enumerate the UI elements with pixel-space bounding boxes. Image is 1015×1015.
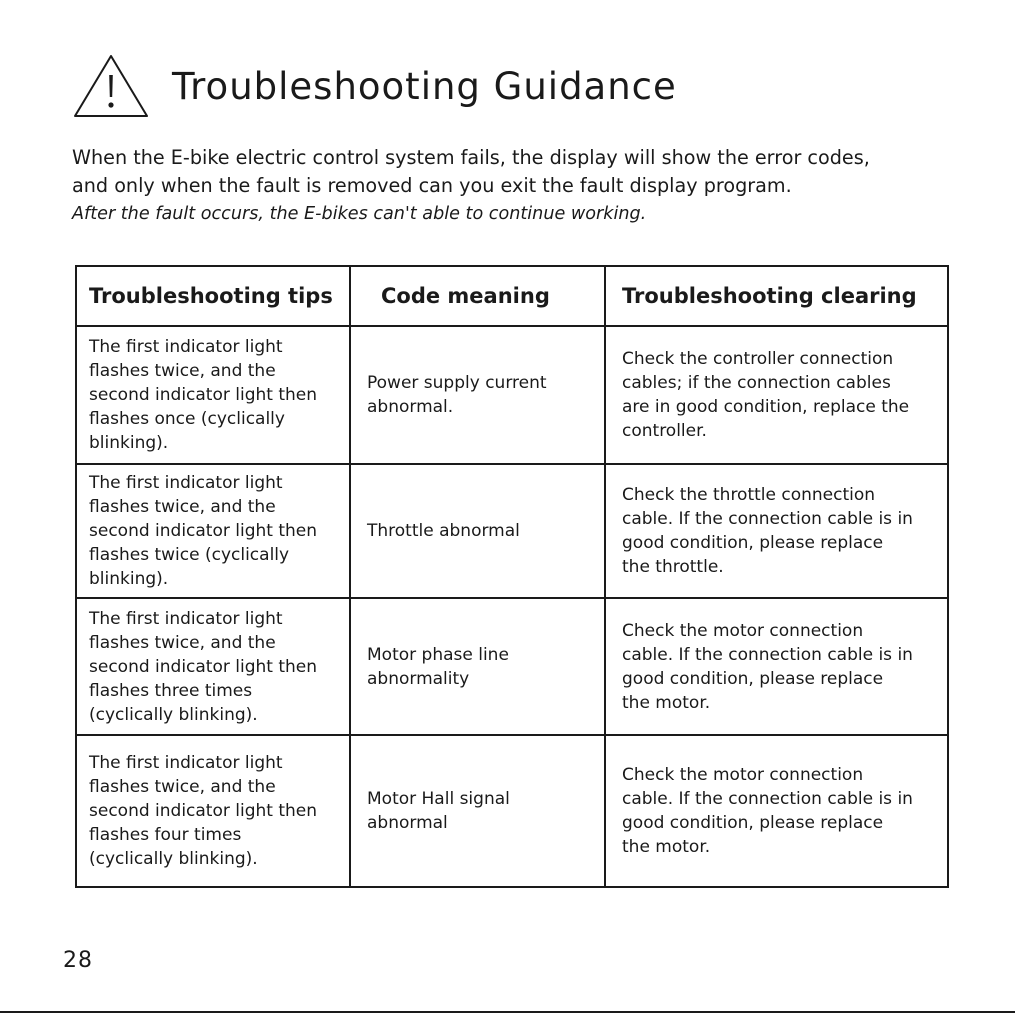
cell-line: flashes twice, and the (89, 497, 276, 517)
cell-line: good condition, please replace (622, 813, 884, 833)
cell-line: Motor Hall signal (367, 789, 510, 809)
cell-line: Check the motor connection (622, 765, 864, 785)
cell-line: The first indicator light (89, 753, 283, 773)
cell-line: cable. If the connection cable is in (622, 509, 913, 529)
troubleshooting-table (75, 265, 949, 888)
cell-line: are in good condition, replace the (622, 397, 910, 417)
cell-line: Motor phase line (367, 644, 509, 665)
clearing-cell (605, 326, 948, 464)
cell-line: (cyclically blinking). (89, 849, 258, 869)
warning-triangle-icon (72, 53, 150, 119)
cell-line: flashes twice (cyclically (89, 545, 290, 565)
cell-line: controller. (622, 421, 707, 441)
cell-line: abnormality (367, 668, 470, 689)
cell-line: flashes once (cyclically (89, 409, 285, 429)
meaning-cell (350, 326, 605, 464)
cell-line: second indicator light then (89, 656, 318, 677)
column-header-clearing: Troubleshooting clearing (605, 266, 948, 326)
cell-line: Check the motor connection (622, 620, 864, 641)
cell-line: flashes twice, and the (89, 777, 276, 797)
meaning-cell (350, 598, 605, 735)
table-header-row (76, 266, 948, 326)
cell-line: second indicator light then (89, 801, 318, 821)
cell-line: cable. If the connection cable is in (622, 644, 913, 665)
cell-line: second indicator light then (89, 385, 318, 405)
cell-line: flashes three times (89, 680, 253, 701)
intro-line-2: and only when the fault is removed can you exit the fault display program. (72, 174, 792, 197)
intro-text (72, 144, 952, 228)
cell-line: Throttle abnormal (367, 521, 520, 541)
clearing-cell (605, 598, 948, 735)
cell-line: cables; if the connection cables (622, 373, 891, 393)
table-row (76, 464, 948, 598)
table-row (76, 735, 948, 887)
cell-line: good condition, please replace (622, 668, 884, 689)
page-title: Troubleshooting Guidance (172, 64, 677, 108)
cell-line: Power supply current (367, 373, 547, 393)
cell-line: abnormal. (367, 397, 454, 417)
intro-line-1: When the E-bike electric control system fails, the display will show the error codes, (72, 146, 870, 169)
cell-line: blinking). (89, 569, 169, 589)
cell-line: blinking). (89, 433, 169, 453)
cell-line: Check the throttle connection (622, 485, 876, 505)
clearing-cell (605, 464, 948, 598)
tip-cell (76, 598, 350, 735)
cell-line: Check the controller connection (622, 349, 894, 369)
clearing-cell (605, 735, 948, 887)
table-row (76, 598, 948, 735)
page-number: 28 (63, 948, 93, 973)
cell-line: the throttle. (622, 557, 724, 577)
cell-line: good condition, please replace (622, 533, 884, 553)
bottom-divider (0, 1011, 1015, 1013)
tip-cell (76, 464, 350, 598)
cell-line: the motor. (622, 837, 711, 857)
table-row (76, 326, 948, 464)
tip-cell (76, 326, 350, 464)
meaning-cell (350, 464, 605, 598)
cell-line: second indicator light then (89, 521, 318, 541)
column-header-meaning: Code meaning (350, 266, 605, 326)
cell-line: cable. If the connection cable is in (622, 789, 913, 809)
cell-line: abnormal (367, 813, 448, 833)
cell-line: flashes twice, and the (89, 632, 276, 653)
cell-line: flashes four times (89, 825, 242, 845)
page-header (72, 52, 832, 120)
cell-line: the motor. (622, 692, 711, 713)
intro-note: After the fault occurs, the E-bikes can't able to continue working. (72, 204, 647, 224)
column-header-tips: Troubleshooting tips (76, 266, 350, 326)
cell-line: The first indicator light (89, 608, 283, 629)
meaning-cell (350, 735, 605, 887)
cell-line: (cyclically blinking). (89, 704, 258, 725)
cell-line: flashes twice, and the (89, 361, 276, 381)
cell-line: The first indicator light (89, 473, 283, 493)
cell-line: The first indicator light (89, 337, 283, 357)
tip-cell (76, 735, 350, 887)
